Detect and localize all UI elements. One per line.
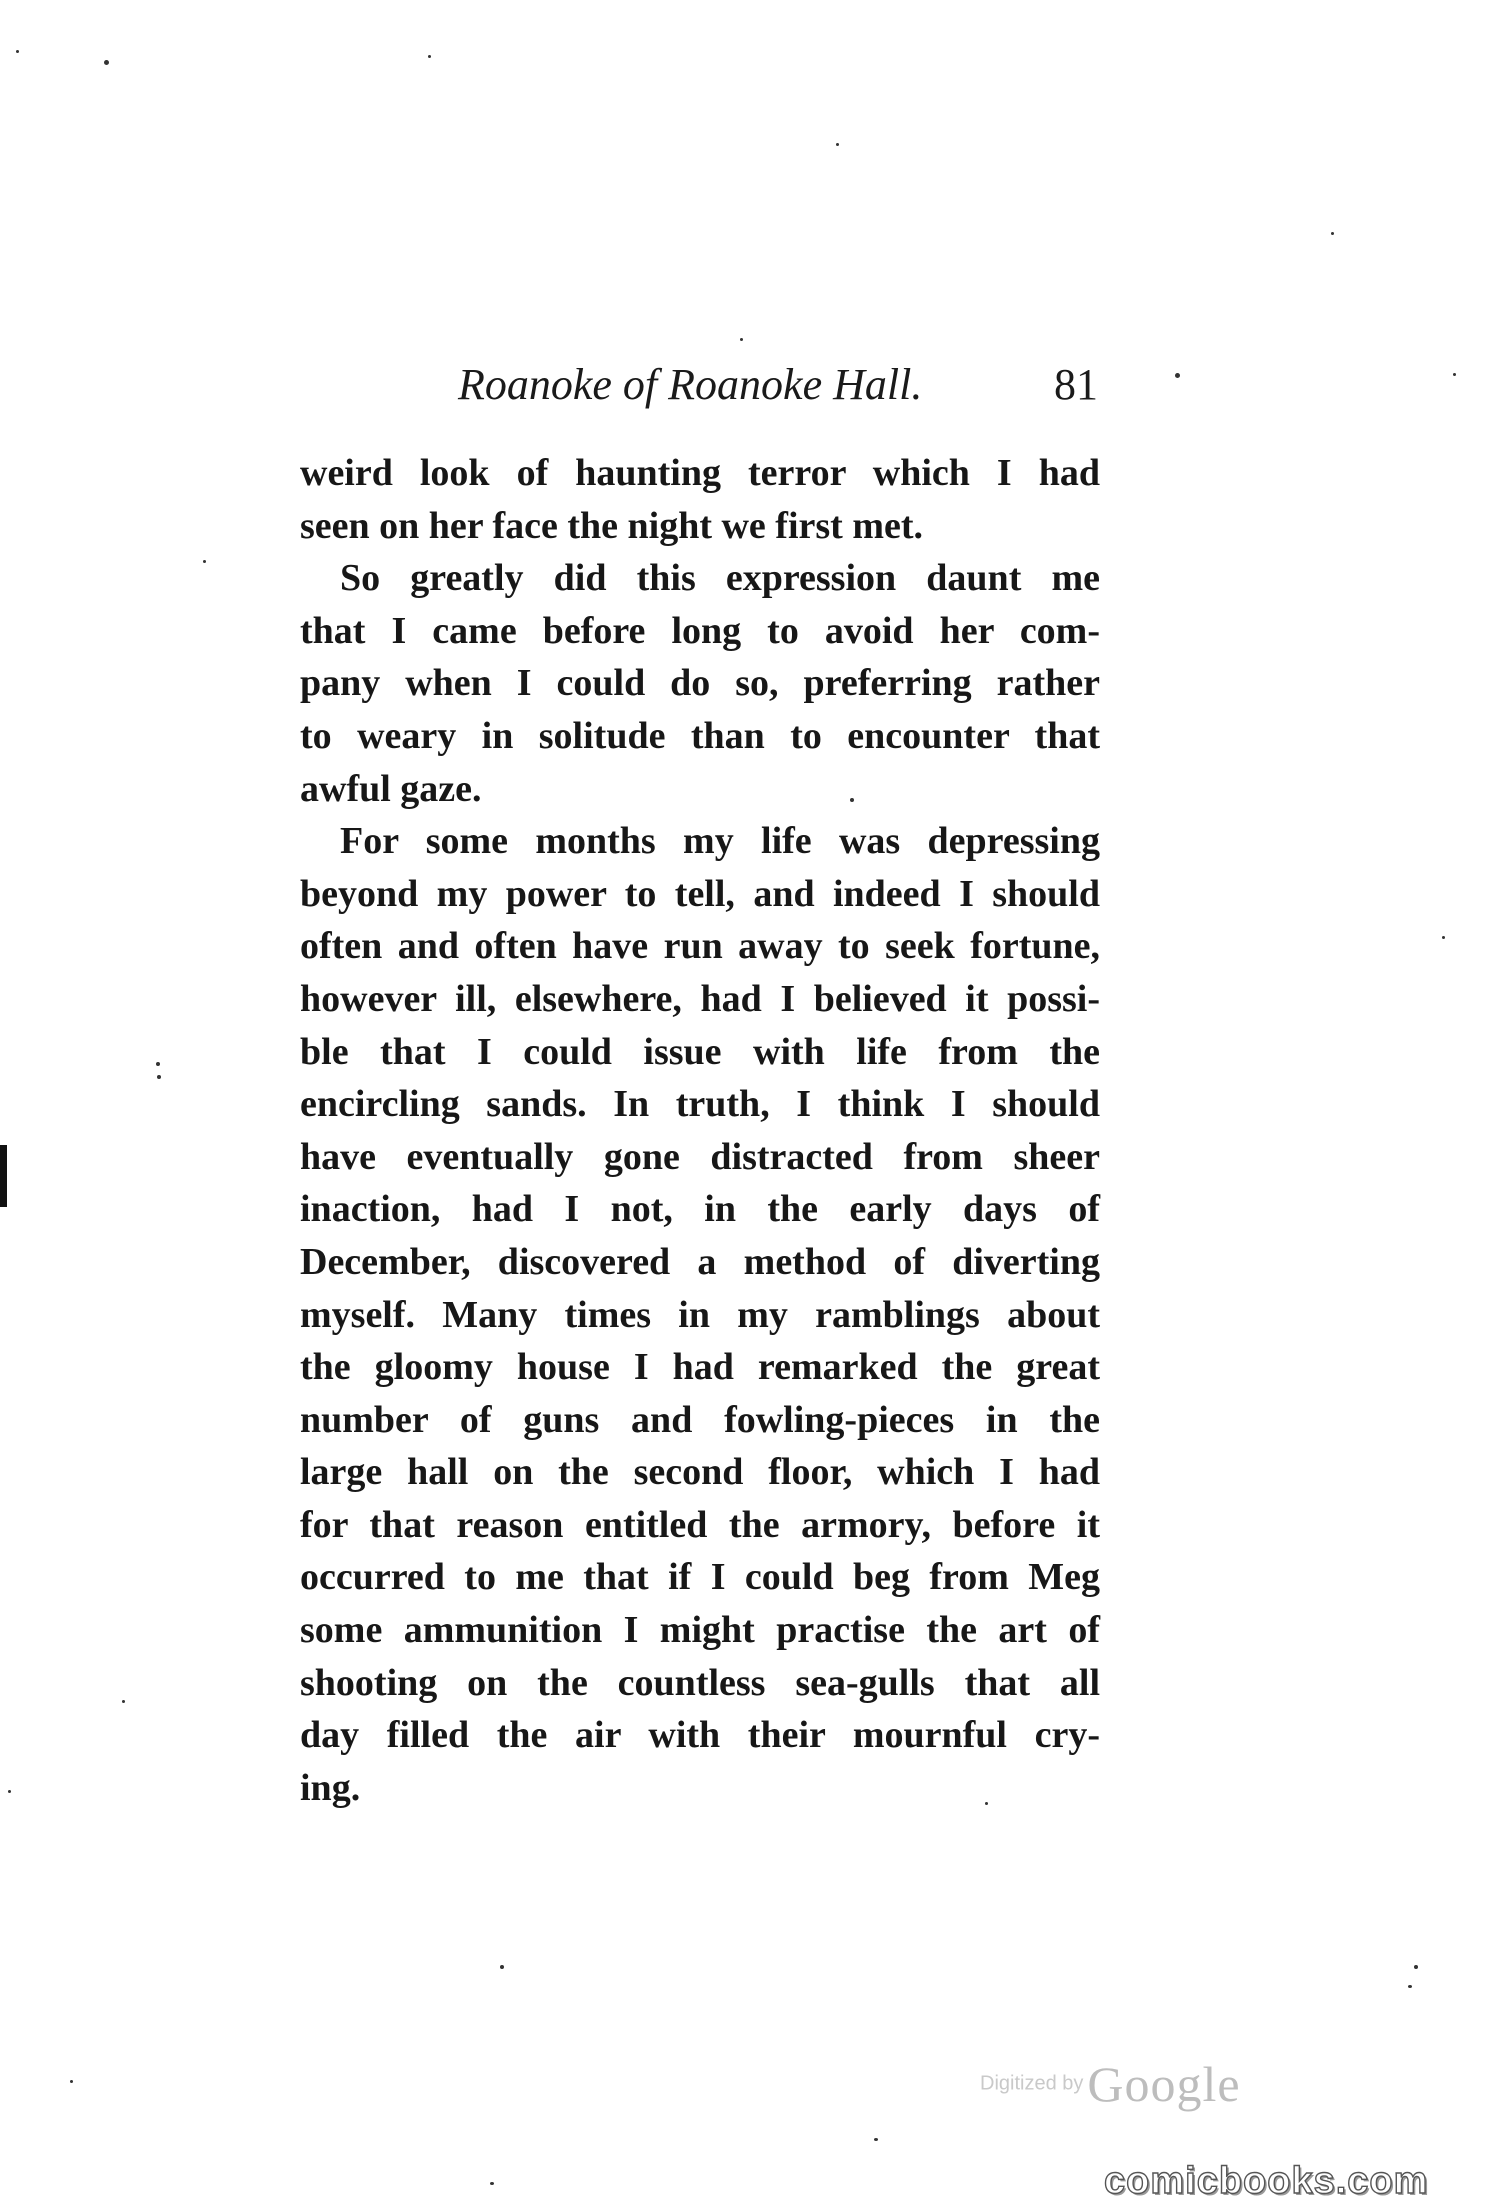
scan-speck — [203, 560, 206, 563]
running-title: Roanoke of Roanoke Hall. — [458, 360, 923, 409]
text-line: often and often have run away to seek fortune, — [300, 925, 1100, 968]
scan-speck — [874, 2138, 878, 2141]
text-line: large hall on the second floor, which I had — [300, 1451, 1100, 1494]
scan-speck — [104, 60, 109, 65]
scan-speck — [156, 1062, 160, 1066]
text-line: number of guns and fowling-pieces in the — [300, 1398, 1100, 1441]
scan-speck — [850, 798, 854, 802]
body-text — [300, 447, 1100, 1814]
running-header — [458, 355, 1098, 415]
text-line: inaction, had I not, in the early days of — [300, 1188, 1100, 1231]
text-line: that I came before long to avoid her com- — [300, 609, 1100, 652]
text-line: ing. — [300, 1766, 361, 1809]
scan-speck — [1414, 1965, 1418, 1969]
scan-speck — [1175, 373, 1180, 378]
text-line: however ill, elsewhere, had I believed it possi- — [300, 977, 1100, 1020]
scan-speck — [428, 55, 431, 58]
text-line: myself. Many times in my ramblings about — [300, 1293, 1100, 1336]
scan-speck — [8, 1790, 11, 1793]
scan-speck — [157, 1075, 161, 1079]
google-logo: Google — [1087, 2056, 1241, 2112]
scan-speck — [70, 2080, 73, 2083]
text-line: ble that I could issue with life from the — [300, 1030, 1100, 1073]
text-line: pany when I could do so, preferring rather — [300, 662, 1100, 705]
text-line: day filled the air with their mournful cry- — [300, 1714, 1100, 1757]
scan-speck — [836, 143, 839, 146]
text-line: beyond my power to tell, and indeed I should — [300, 872, 1100, 915]
scan-speck — [985, 1802, 988, 1805]
text-line: shooting on the countless sea-gulls that all — [300, 1661, 1100, 1704]
text-line: have eventually gone distracted from sheer — [300, 1135, 1100, 1178]
scan-speck — [122, 1700, 125, 1703]
scan-edge-mark — [0, 1145, 7, 1207]
text-line: December, discovered a method of diverting — [300, 1240, 1100, 1283]
scan-speck — [1331, 232, 1334, 235]
text-line: encircling sands. In truth, I think I should — [300, 1083, 1100, 1126]
text-line: awful gaze. — [300, 767, 482, 810]
scan-speck — [1442, 936, 1445, 939]
scan-speck — [1453, 373, 1456, 376]
text-line: For some months my life was depressing — [340, 820, 1100, 863]
text-line: to weary in solitude than to encounter that — [300, 714, 1100, 757]
text-line: seen on her face the night we first met. — [300, 504, 923, 547]
text-line: some ammunition I might practise the art of — [300, 1609, 1100, 1652]
scan-speck — [740, 338, 743, 341]
text-line: weird look of haunting terror which I had — [300, 452, 1100, 494]
text-line: So greatly did this expression daunt me — [340, 557, 1100, 600]
site-watermark: comicbooks.com — [1104, 2160, 1429, 2202]
scan-speck — [1408, 1985, 1412, 1988]
page-number: 81 — [1054, 360, 1098, 409]
digitized-prefix: Digitized by — [980, 2072, 1084, 2095]
text-line: for that reason entitled the armory, before it — [300, 1503, 1100, 1546]
digitized-by-google — [980, 2055, 1241, 2115]
scan-speck — [16, 50, 19, 53]
scan-speck — [490, 2182, 494, 2185]
scan-speck — [500, 1965, 504, 1969]
text-line: occurred to me that if I could beg from Meg — [300, 1556, 1100, 1599]
text-line: the gloomy house I had remarked the great — [300, 1346, 1100, 1389]
